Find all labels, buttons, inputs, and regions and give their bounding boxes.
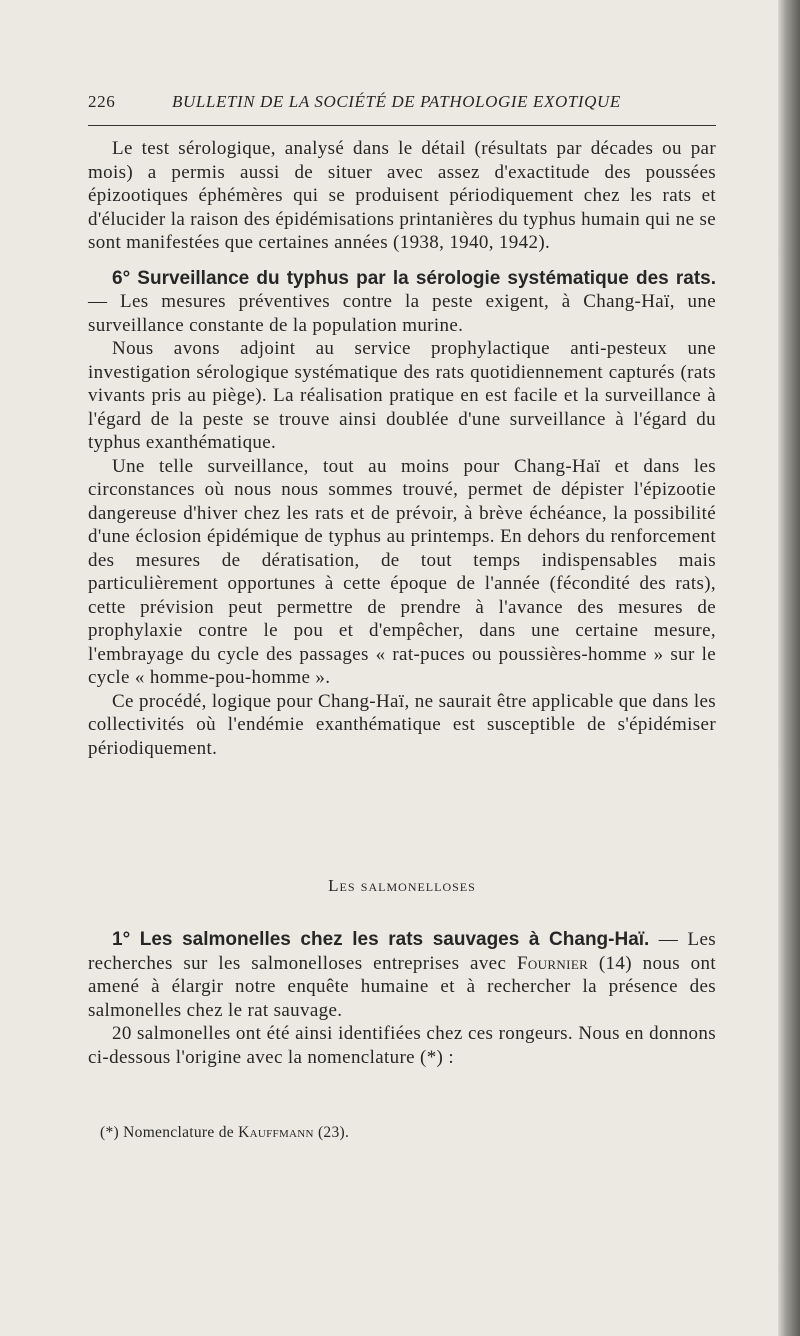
paragraph-2-text: — Les mesures préventives contre la peste exigent, à Chang-Haï, une surveillance constante de la population murine. (88, 291, 716, 336)
body-text-2 (88, 928, 716, 1069)
paragraph-1: Le test sérologique, analysé dans le détail (résultats par décades ou par mois) a permis aussi de situer avec assez d'exactitude des poussées épizootiques éphémères qui se produisent périodiquement chez les rats et d'élucider la raison des épidémisations printanières du typhus humain qui ne se sont manifestées que certaines années (1938, 1940, 1942). (88, 138, 716, 253)
paragraph-3: Nous avons adjoint au service prophylactique anti-pesteux une investigation sérologique systématique des rats quotidiennement capturés (rats vivants pris au piège). La réalisation pratique en est facile et la surveillance à l'égard de la peste se trouve ainsi doublée d'une surveillance à l'égard du typhus exanthématique. (88, 338, 716, 453)
page-number: 226 (88, 92, 116, 111)
footnote-text-a: (*) Nomenclature de (100, 1124, 239, 1141)
page-edge (778, 0, 800, 1336)
paragraph-6 (88, 928, 716, 1022)
paragraph-7: 20 salmonelles ont été ainsi identifiées chez ces rongeurs. Nous en donnons ci-dessous l'origine avec la nomenclature (*) : (88, 1023, 716, 1068)
paragraph-4: Une telle surveillance, tout au moins pour Chang-Haï et dans les circonstances où nous nous sommes trouvé, permet de dépister l'épizootie dangereuse d'hiver chez les rats et de prévoir, à brève échéance, la possibilité d'une éclosion épidémique de typhus au printemps. En dehors du renforcement des mesures de dératisation, de tout temps indispensables mais particulièrement opportunes à cette époque de l'année (fécondité des rats), cette prévision peut permettre de prendre à l'avance des mesures de prophylaxie contre le pou et d'empêcher, dans une certaine mesure, l'embrayage du cycle des passages « rat-puces ou poussières-homme » sur le cycle « homme-pou-homme ». (88, 455, 716, 688)
footnote (100, 1124, 700, 1142)
section-6-title: 6° Surveillance du typhus par la sérologie systématique des rats. (112, 267, 716, 289)
paragraph-6-text-b: (14) nous ont amené à élargir notre enquête humaine et à rechercher la présence des salmonelles chez le rat sauvage. (88, 952, 716, 1021)
paragraph-5: Ce procédé, logique pour Chang-Haï, ne saurait être applicable que dans les collectivités où l'endémie exanthématique est susceptible de s'épidémiser périodiquement. (88, 690, 716, 759)
paragraph-6-text-a: — Les recherches sur les salmonelloses entreprises avec (88, 929, 716, 974)
running-title: BULLETIN DE LA SOCIÉTÉ DE PATHOLOGIE EXOTIQUE (172, 92, 621, 111)
body-text (88, 137, 716, 760)
section-1-title: 1° Les salmonelles chez les rats sauvages à Chang-Haï. (112, 929, 650, 950)
author-fournier: Fournier (516, 952, 589, 974)
author-kauffmann: Kauffmann (238, 1124, 314, 1141)
footnote-text-b: (23). (313, 1124, 350, 1141)
header-rule (88, 125, 716, 126)
paragraph-2 (88, 267, 716, 338)
section-heading: Les salmonelloses (328, 876, 476, 895)
